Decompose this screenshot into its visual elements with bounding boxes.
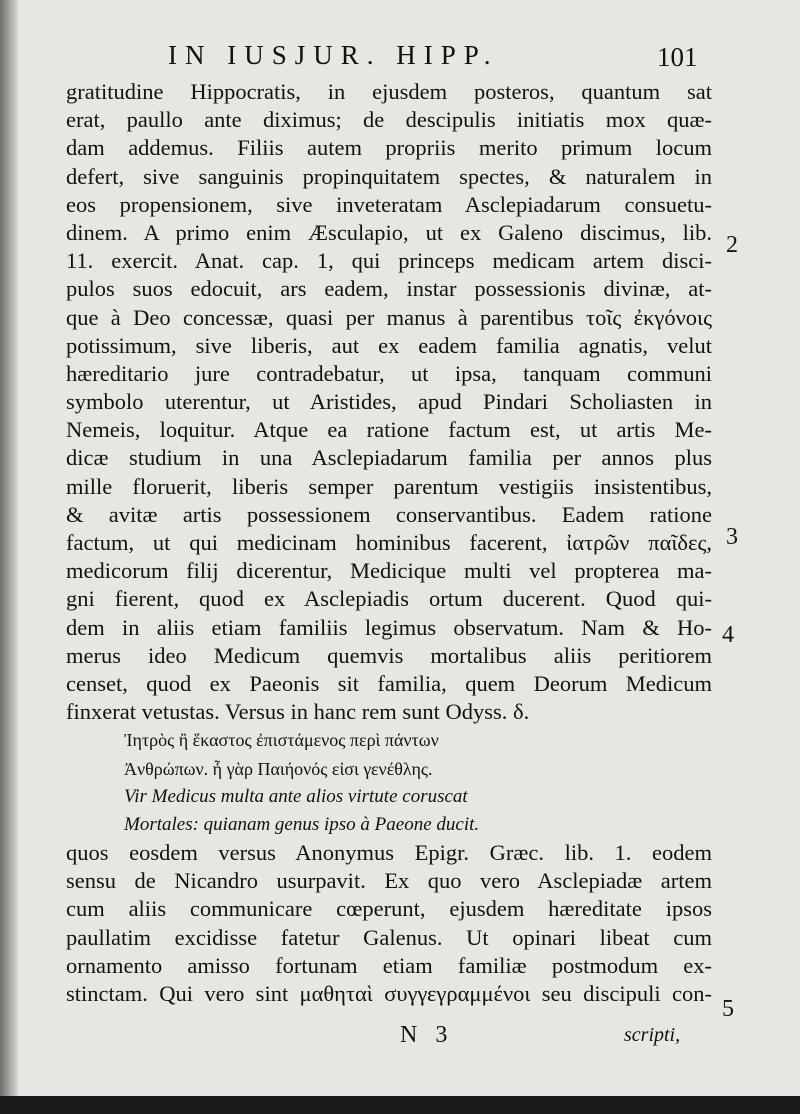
text-line: stinctam. Qui vero sint μαθηταὶ συγγεγραμμένοι seu discipuli con- (66, 981, 712, 1006)
main-text (66, 78, 712, 1008)
signature-mark: N 3 (400, 1022, 454, 1048)
margin-note: 4 (722, 622, 734, 648)
text-line: paullatim excidisse fatetur Galenus. Ut opinari libeat cum (66, 924, 712, 950)
text-line: potissimum, sive liberis, aut ex eadem familia agnatis, velut (66, 332, 712, 358)
text-line: mille floruerit, liberis semper parentum vestigiis insistentibus, (66, 473, 712, 499)
text-line: dam addemus. Filiis autem propriis merito primum locum (66, 135, 712, 161)
text-line: hæreditario jure contradebatur, ut ipsa, tanquam communi (66, 360, 712, 386)
page-number: 101 (657, 42, 698, 72)
gutter-shadow (0, 0, 18, 1114)
text-line: dem in aliis etiam familiis legimus observatum. Nam & Ho- (66, 614, 712, 640)
text-line: que à Deo concessæ, quasi per manus à parentibus τοῖς ἐκγόνοις (66, 304, 712, 330)
text-line: censet, quod ex Paeonis sit familia, quem Deorum Medicum (66, 670, 712, 696)
text-line: finxerat vetustas. Versus in hanc rem sunt Odyss. δ. (66, 699, 530, 725)
text-line: symbolo uterentur, ut Aristides, apud Pindari Scholiasten in (66, 389, 712, 415)
text-line: eos propensionem, sive inveteratam Asclepiadarum consuetu- (66, 191, 712, 217)
text-line: factum, ut qui medicinam hominibus facerent, ἰατρῶν παῖδες, (66, 530, 712, 555)
text-line: quos eosdem versus Anonymus Epigr. Græc. lib. 1. eodem (66, 840, 712, 866)
scan-edge (0, 1096, 800, 1114)
text-line: sensu de Nicandro usurpavit. Ex quo vero Asclepiadæ artem (66, 868, 712, 894)
margin-note: 5 (722, 996, 734, 1022)
text-line: & avitæ artis possessionem conservantibus. Eadem ratione (66, 501, 712, 527)
text-line: medicorum filij dicerentur, Medicique multi vel propterea ma- (66, 558, 712, 584)
text-line: 11. exercit. Anat. cap. 1, qui princeps medicam artem disci- (66, 248, 712, 274)
text-line: pulos suos edocuit, ars eadem, instar possessionis divinæ, at- (66, 276, 712, 302)
text-line: gratitudine Hippocratis, in ejusdem posteros, quantum sat (66, 79, 712, 104)
text-line: gni fierent, quod ex Asclepiadis ortum ducerent. Quod qui- (66, 586, 712, 612)
text-line: dinem. A primo enim Æsculapio, ut ex Galeno discimus, lib. (66, 219, 712, 245)
text-line: ornamento amisso fortunam etiam familiæ postmodum ex- (66, 952, 712, 978)
latin-verse-line: Vir Medicus multa ante alios virtute coruscat (124, 785, 468, 807)
margin-note: 2 (726, 232, 738, 258)
text-line: erat, paullo ante diximus; de descipulis initiatis mox quæ- (66, 107, 712, 133)
text-line: dicæ studium in una Asclepiadarum familia per annos plus (66, 445, 712, 471)
latin-verse-line: Mortales: quianam genus ipso à Paeone ducit. (124, 813, 480, 835)
catchword: scripti, (624, 1024, 681, 1046)
margin-note: 3 (726, 524, 738, 550)
greek-verse-line: Ἰητρὸς ἢ ἕκαστος ἐπιστάμενος περὶ πάντων (124, 730, 439, 751)
greek-verse-line: Ἀνθρώπων. ἦ γὰρ Παιήονός εἰσι γενέθλης. (124, 758, 433, 779)
running-title: IN IUSJUR. HIPP. (168, 40, 499, 70)
text-line: merus ideo Medicum quemvis mortalibus aliis peritiorem (66, 642, 712, 668)
text-line: defert, sive sanguinis propinquitatem spectes, & naturalem in (66, 163, 712, 189)
text-line: Nemeis, loquitur. Atque ea ratione factum est, ut artis Me- (66, 417, 712, 443)
text-line: cum aliis communicare cœperunt, ejusdem hæreditate ipsos (66, 896, 712, 922)
